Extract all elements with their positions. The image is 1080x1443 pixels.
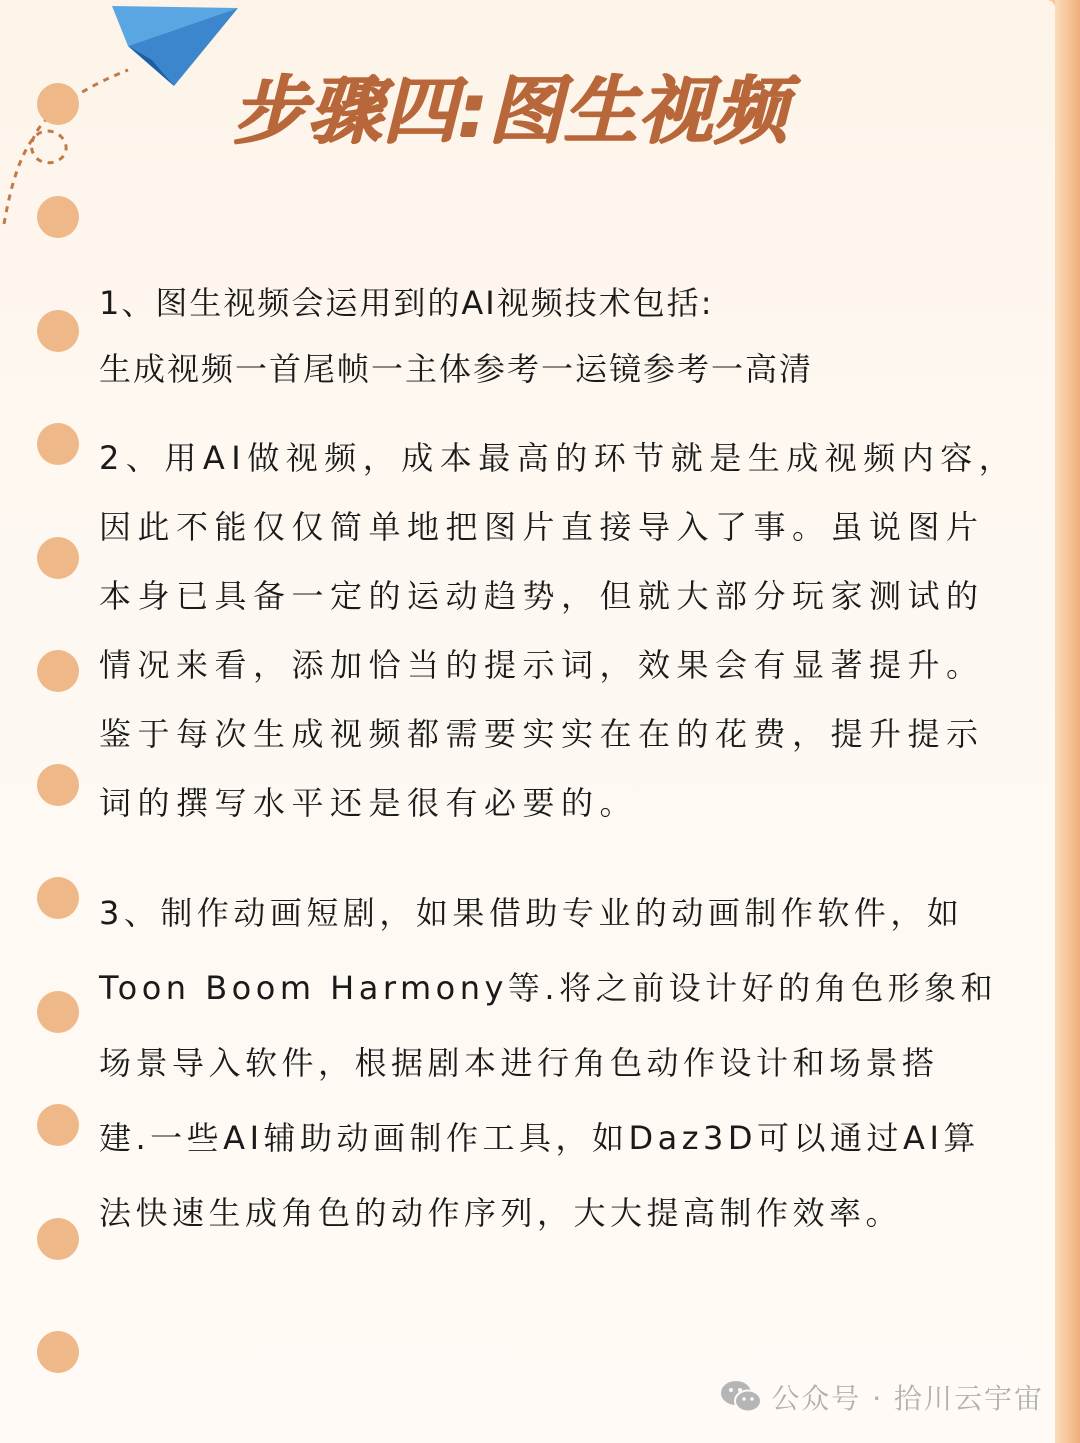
dot — [37, 764, 79, 806]
page-title: 步骤四:图生视频 — [232, 68, 788, 154]
footer-text: 公众号 · 拾川云宇宙 — [771, 1382, 1044, 1415]
dot — [37, 1104, 79, 1146]
dot — [37, 991, 79, 1033]
dot — [37, 196, 79, 238]
paragraph-2: 2、用AI做视频，成本最高的环节就是生成视频内容， 因此不能仅仅简单地把图片直接导入了事。虽说图片 本身已具备一定的运动趋势，但就大部分玩家测试的 情况来看，添加恰当的提示词，效果会有显著提升。 鉴于每次生成视频都需要实实在在的花费，提升提示 词的撰写水平还是很有必要的。 — [99, 439, 1018, 822]
dot — [37, 877, 79, 919]
footer-watermark — [719, 1377, 1044, 1417]
dot — [37, 310, 79, 352]
dot — [37, 1218, 79, 1260]
right-accent-strip — [1055, 0, 1080, 1443]
wechat-icon — [719, 1379, 763, 1415]
article-body — [99, 270, 1044, 1251]
dot — [37, 1331, 79, 1373]
dot — [37, 537, 79, 579]
paragraph-1: 1、图生视频会运用到的AI视频技术包括: 生成视频一首尾帧一主体参考一运镜参考一高清 — [99, 284, 814, 388]
dot — [37, 83, 79, 125]
dot — [37, 650, 79, 692]
dot — [37, 423, 79, 465]
paragraph-3: 3、制作动画短剧，如果借助专业的动画制作软件，如 Toon Boom Harmony等.将之前设计好的角色形象和 场景导入软件，根据剧本进行角色动作设计和场景搭 建.一些AI辅助动画制作工具，如Daz3D可以通过AI算 法快速生成角色的动作序列，大大提高制作效率。 — [99, 894, 998, 1232]
decorative-dots — [37, 0, 81, 1443]
